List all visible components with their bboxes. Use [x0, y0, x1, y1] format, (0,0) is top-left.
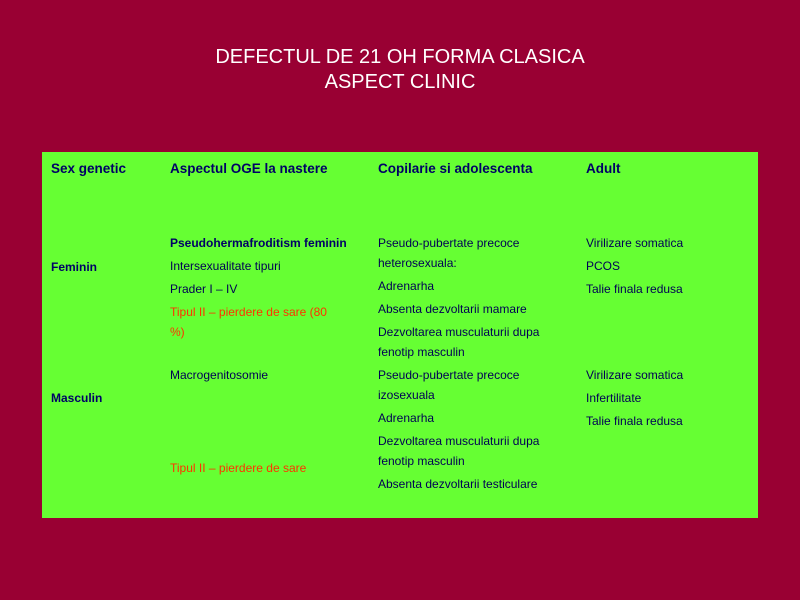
slide-title-line2: ASPECT CLINIC — [324, 71, 476, 93]
adult-m-talie: Talie finala redusa — [586, 414, 683, 428]
header-sex-genetic: Sex genetic — [51, 161, 127, 176]
cop-m-fenotip-masculin: fenotip masculin — [378, 454, 465, 468]
row-masculin-copilarie — [378, 365, 578, 494]
oge-tipul-ii-feminin: Tipul II – pierdere de sare (80 — [170, 305, 327, 319]
row-feminin-oge — [170, 233, 370, 342]
oge-tipul-ii-masculin: Tipul II – pierdere de sare — [170, 461, 307, 475]
row-feminin-copilarie — [378, 233, 578, 362]
oge-macrogenitosomie: Macrogenitosomie — [170, 368, 269, 382]
oge-tipul-ii-feminin-pct: %) — [170, 325, 185, 339]
row-masculin-sex: Masculin — [51, 391, 103, 405]
adult-m-infertilitate: Infertilitate — [586, 391, 642, 405]
slide-title — [0, 45, 800, 95]
cop-m-adrenarha: Adrenarha — [378, 411, 435, 425]
cop-m-pseudo-pubertate: Pseudo-pubertate precoce — [378, 368, 520, 382]
cop-pseudo-pubertate: Pseudo-pubertate precoce — [378, 236, 520, 250]
oge-intersexualitate: Intersexualitate tipuri — [170, 259, 281, 273]
row-masculin-oge-macro — [170, 365, 370, 385]
header-adult: Adult — [586, 161, 621, 176]
cop-m-dezvoltarea-musculaturii: Dezvoltarea musculaturii dupa — [378, 434, 540, 448]
header-copilarie: Copilarie si adolescenta — [378, 161, 533, 176]
oge-prader: Prader I – IV — [170, 282, 238, 296]
slide-title-line1: DEFECTUL DE 21 OH FORMA CLASICA — [215, 46, 585, 68]
adult-virilizare: Virilizare somatica — [586, 236, 684, 250]
row-feminin-sex: Feminin — [51, 260, 98, 274]
header-aspect-oge: Aspectul OGE la nastere — [170, 161, 328, 176]
cop-fenotip-masculin: fenotip masculin — [378, 345, 465, 359]
adult-pcos: PCOS — [586, 259, 621, 273]
adult-talie: Talie finala redusa — [586, 282, 683, 296]
cop-adrenarha: Adrenarha — [378, 279, 435, 293]
cop-absenta-mamare: Absenta dezvoltarii mamare — [378, 302, 527, 316]
adult-m-virilizare: Virilizare somatica — [586, 368, 684, 382]
cop-m-absenta-testiculare: Absenta dezvoltarii testiculare — [378, 477, 538, 491]
cop-dezvoltarea-musculaturii: Dezvoltarea musculaturii dupa — [378, 325, 540, 339]
cop-heterosexuala: heterosexuala: — [378, 256, 457, 270]
row-masculin-adult — [586, 365, 756, 431]
cop-m-izosexuala: izosexuala — [378, 388, 435, 402]
oge-pseudohermafroditism: Pseudohermafroditism feminin — [170, 236, 347, 250]
row-feminin-adult — [586, 233, 756, 299]
clinical-table — [42, 152, 758, 518]
